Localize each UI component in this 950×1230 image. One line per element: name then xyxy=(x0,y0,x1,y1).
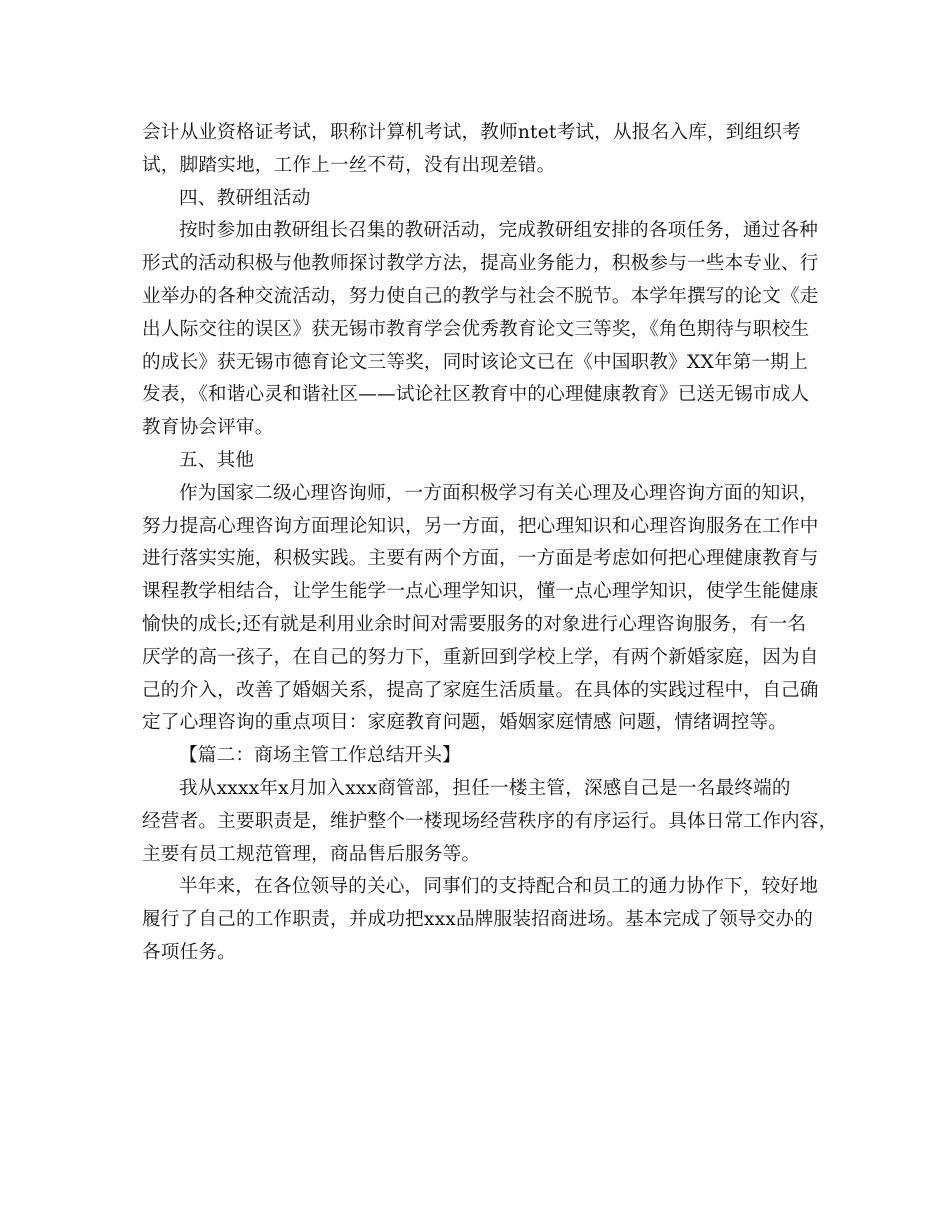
body-line: 作为国家二级心理咨询师，一方面积极学习有关心理及心理咨询方面的知识， xyxy=(179,482,818,504)
body-line: 厌学的高一孩子，在自己的努力下，重新回到学校上学，有两个新婚家庭，因为自 xyxy=(142,646,819,668)
body-line: 各项任务。 xyxy=(142,941,236,963)
section-heading: 四、教研组活动 xyxy=(179,187,311,209)
body-line: 课程教学相结合，让学生能学一点心理学知识，懂一点心理学知识，使学生能健康 xyxy=(142,581,819,603)
body-line: 形式的活动积极与他教师探讨教学方法，提高业务能力，积极参与一些本专业、行 xyxy=(142,253,819,275)
chapter-heading: 【篇二：商场主管工作总结开头】 xyxy=(179,745,461,767)
body-line: 按时参加由教研组长召集的教研活动，完成教研组安排的各项任务，通过各种 xyxy=(179,220,818,242)
body-line: 发表，《和谐心灵和谐社区——试论社区教育中的心理健康教育》已送无锡市成人 xyxy=(142,384,810,406)
body-line: 会计从业资格证考试，职称计算机考试，教师ntet考试，从报名入库，到组织考 xyxy=(142,122,801,143)
body-line: 出人际交往的误区》获无锡市教育学会优秀教育论文三等奖，《角色期待与职校生 xyxy=(142,318,810,340)
body-line: 定了心理咨询的重点项目：家庭教育问题，婚姻家庭情感 问题，情绪调控等。 xyxy=(142,712,788,734)
body-line: 履行了自己的工作职责，并成功把xxx品牌服装招商进场。基本完成了领导交办的 xyxy=(142,909,814,931)
body-line: 业举办的各种交流活动，努力使自己的教学与社会不脱节。本学年撰写的论文《走 xyxy=(142,285,819,307)
body-line: 半年来，在各位领导的关心，同事们的支持配合和员工的通力协作下，较好地 xyxy=(179,876,818,898)
body-line: 主要有员工规范管理，商品售后服务等。 xyxy=(142,843,481,865)
body-line: 努力提高心理咨询方面理论知识，另一方面，把心理知识和心理咨询服务在工作中 xyxy=(142,515,819,537)
section-heading: 五、其他 xyxy=(179,449,255,471)
document-body xyxy=(142,117,838,970)
body-line: 我从xxxx年x月加入xxx商管部，担任一楼主管，深感自己是一名最终端的 xyxy=(179,777,791,799)
body-line: 的成长》获无锡市德育论文三等奖，同时该论文已在《中国职教》XX年第一期上 xyxy=(142,351,808,373)
body-line: 教育协会评审。 xyxy=(142,417,274,439)
body-line: 经营者。主要职责是，维护整个一楼现场经营秩序的有序运行。具体日常工作内容， xyxy=(142,810,838,832)
body-line: 己的介入，改善了婚姻关系，提高了家庭生活质量。在具体的实践过程中，自己确 xyxy=(142,679,819,701)
body-line: 试，脚踏实地，工作上一丝不苟，没有出现差错。 xyxy=(142,154,556,176)
body-line: 进行落实实施，积极实践。主要有两个方面，一方面是考虑如何把心理健康教育与 xyxy=(142,548,819,570)
body-line: 愉快的成长;还有就是利用业余时间对需要服务的对象进行心理咨询服务，有一名 xyxy=(142,613,807,635)
